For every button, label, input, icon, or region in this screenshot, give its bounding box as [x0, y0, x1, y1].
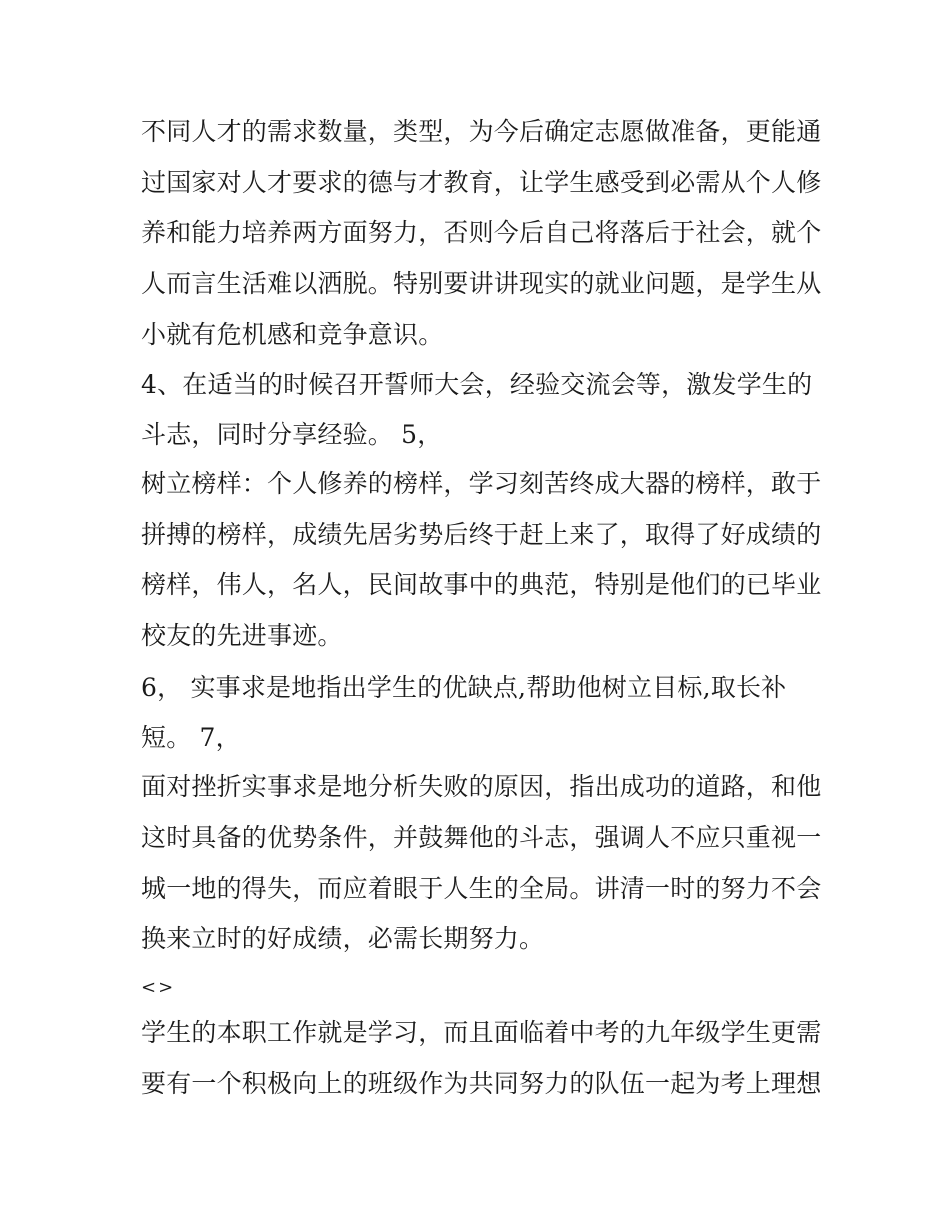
text-line-14: 面对挫折实事求是地分析失败的原因，指出成功的道路，和他: [141, 772, 822, 801]
text-line-6: 4、在适当的时候召开誓师大会，经验交流会等，激发学生的: [141, 370, 813, 399]
text-line-17: 换来立时的好成绩，必需长期努力。: [141, 924, 545, 953]
text-line-2: 过国家对人才要求的德与才教育，让学生感受到必需从个人修: [141, 168, 822, 197]
text-line-20: 要有一个积极向上的班级作为共同努力的队伍一起为考上理想: [141, 1069, 822, 1098]
text-line-8: 树立榜样：个人修养的榜样，学习刻苦终成大器的榜样，敢于: [141, 469, 822, 498]
text-line-10: 榜样，伟人，名人，民间故事中的典范，特别是他们的已毕业: [141, 570, 822, 599]
text-line-9: 拼搏的榜样，成绩先居劣势后终于赶上来了，取得了好成绩的: [141, 520, 822, 549]
text-line-5: 小就有危机感和竞争意识。: [141, 320, 444, 349]
text-line-15: 这时具备的优势条件，并鼓舞他的斗志，强调人不应只重视一: [141, 823, 822, 852]
text-line-7: 斗志，同时分享经验。 5，: [141, 420, 443, 449]
text-line-16: 城一地的得失，而应着眼于人生的全局。讲清一时的努力不会: [141, 874, 822, 903]
text-line-3: 养和能力培养两方面努力，否则今后自己将落后于社会，就个: [141, 218, 822, 247]
text-line-18: <>: [141, 977, 176, 998]
text-line-11: 校友的先进事迹。: [141, 621, 343, 650]
text-line-19: 学生的本职工作就是学习，而且面临着中考的九年级学生更需: [141, 1018, 822, 1047]
text-line-4: 人而言生活难以洒脱。特别要讲讲现实的就业问题，是学生从: [141, 269, 822, 298]
text-line-12: 6， 实事求是地指出学生的优缺点,帮助他树立目标,取长补: [141, 673, 787, 702]
text-line-13: 短。 7，: [141, 723, 241, 752]
text-line-1: 不同人才的需求数量，类型，为今后确定志愿做准备，更能通: [141, 117, 822, 146]
